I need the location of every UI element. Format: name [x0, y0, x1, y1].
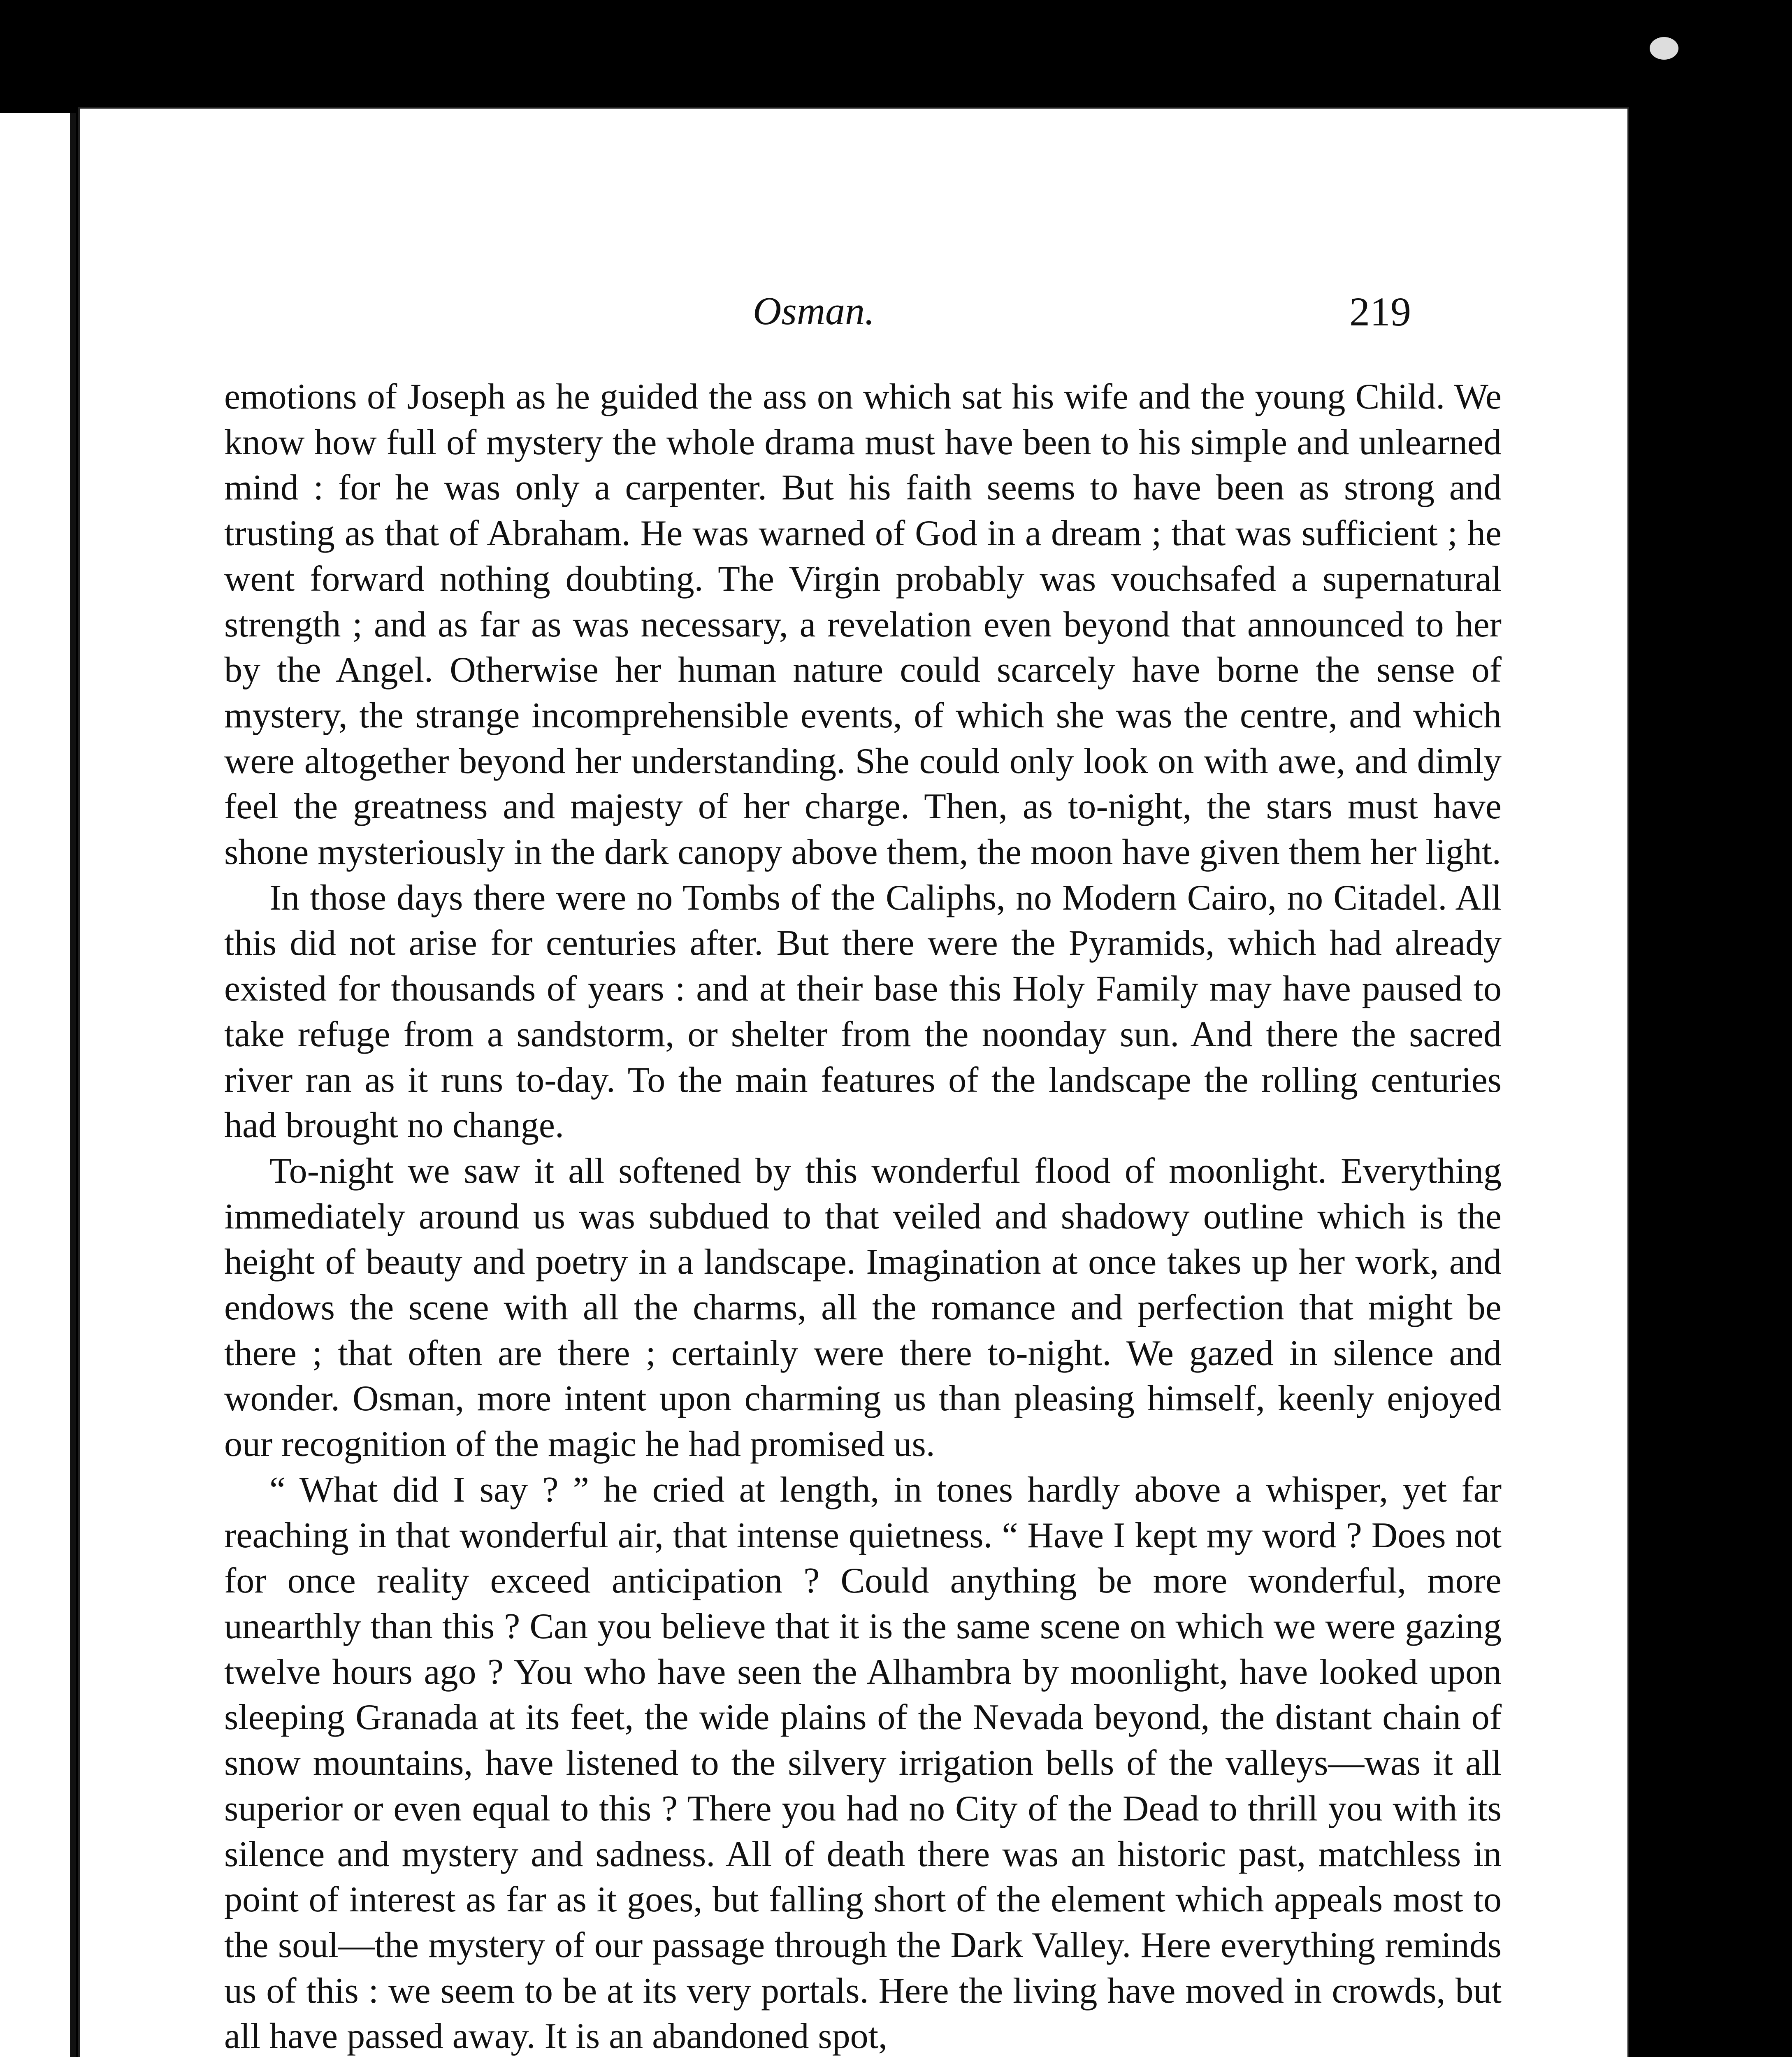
paragraph: To-night we saw it all softened by this wonderful flood of moonlight. Everything immediately around us was subdued to that veiled and shadowy outline which is the height of beauty and poetry in a landscape. Imagination at once takes up her work, and endows the scene with all the charms, all the romance and perfection that might be there ; that often are there ; certainly were there to-night. We gazed in silence and wonder. Osman, more intent upon charming us than pleasing himself, keenly enjoyed our recognition of the magic he had promised us.: [224, 1151, 1502, 1465]
paragraph: emotions of Joseph as he guided the ass on which sat his wife and the young Child. We know how full of mystery the whole drama must have been to his simple and unlearned mind : for he was only a carpenter. But his faith seems to have been as strong and trusting as that of Abraham. He was warned of God in a dream ; that was sufficient ; he went forward nothing doubting. The Virgin probably was vouchsafed a supernatural strength ; and as far as was necessary, a revelation even beyond that announced to her by the Angel. Otherwise her human nature could scarcely have borne the sense of mystery, the strange incomprehensible events, of which she was the centre, and which were altogether beyond her understanding. She could only look on with awe, and dimly feel the greatness and majesty of her charge. Then, as to-night, the stars must have shone mysteriously in the dark canopy above them, the moon have given them her light.: [224, 377, 1502, 873]
book-page: [78, 107, 1629, 2057]
dust-speck-icon: [1650, 37, 1678, 60]
left-page-edge: [0, 113, 76, 2057]
paragraph: In those days there were no Tombs of the Caliphs, no Modern Cairo, no Citadel. All this did not arise for centuries after. But there were the Pyramids, which had already existed for thousands of years : and at their base this Holy Family may have paused to take refuge from a sandstorm, or shelter from the noonday sun. And there the sacred river ran as it runs to-day. To the main features of the landscape the rolling centuries had brought no change.: [224, 878, 1502, 1146]
page-header: [78, 288, 1629, 354]
page-number: 219: [1349, 289, 1411, 334]
paragraph: “ What did I say ? ” he cried at length, in tones hardly above a whisper, yet far reaching in that wonderful air, that intense quietness. “ Have I kept my word ? Does not for once reality exceed anticipation ? Could anything be more wonderful, more unearthly than this ? Can you believe that it is the same scene on which we were gazing twelve hours ago ? You who have seen the Alhambra by moonlight, have looked upon sleeping Granada at its feet, the wide plains of the Nevada beyond, the distant chain of snow mountains, have listened to the silvery irrigation bells of the valleys—was it all superior or even equal to this ? There you had no City of the Dead to thrill you with its silence and mystery and sadness. All of death there was an historic past, matchless in point of interest as far as it goes, but falling short of the element which appeals most to the soul—the mystery of our passage through the Dark Valley. Here everything reminds us of this : we seem to be at its very portals. Here the living have moved in crowds, but all have passed away. It is an abandoned spot,: [224, 1470, 1502, 2057]
running-head: Osman.: [753, 289, 875, 333]
body-text: [224, 374, 1502, 2057]
